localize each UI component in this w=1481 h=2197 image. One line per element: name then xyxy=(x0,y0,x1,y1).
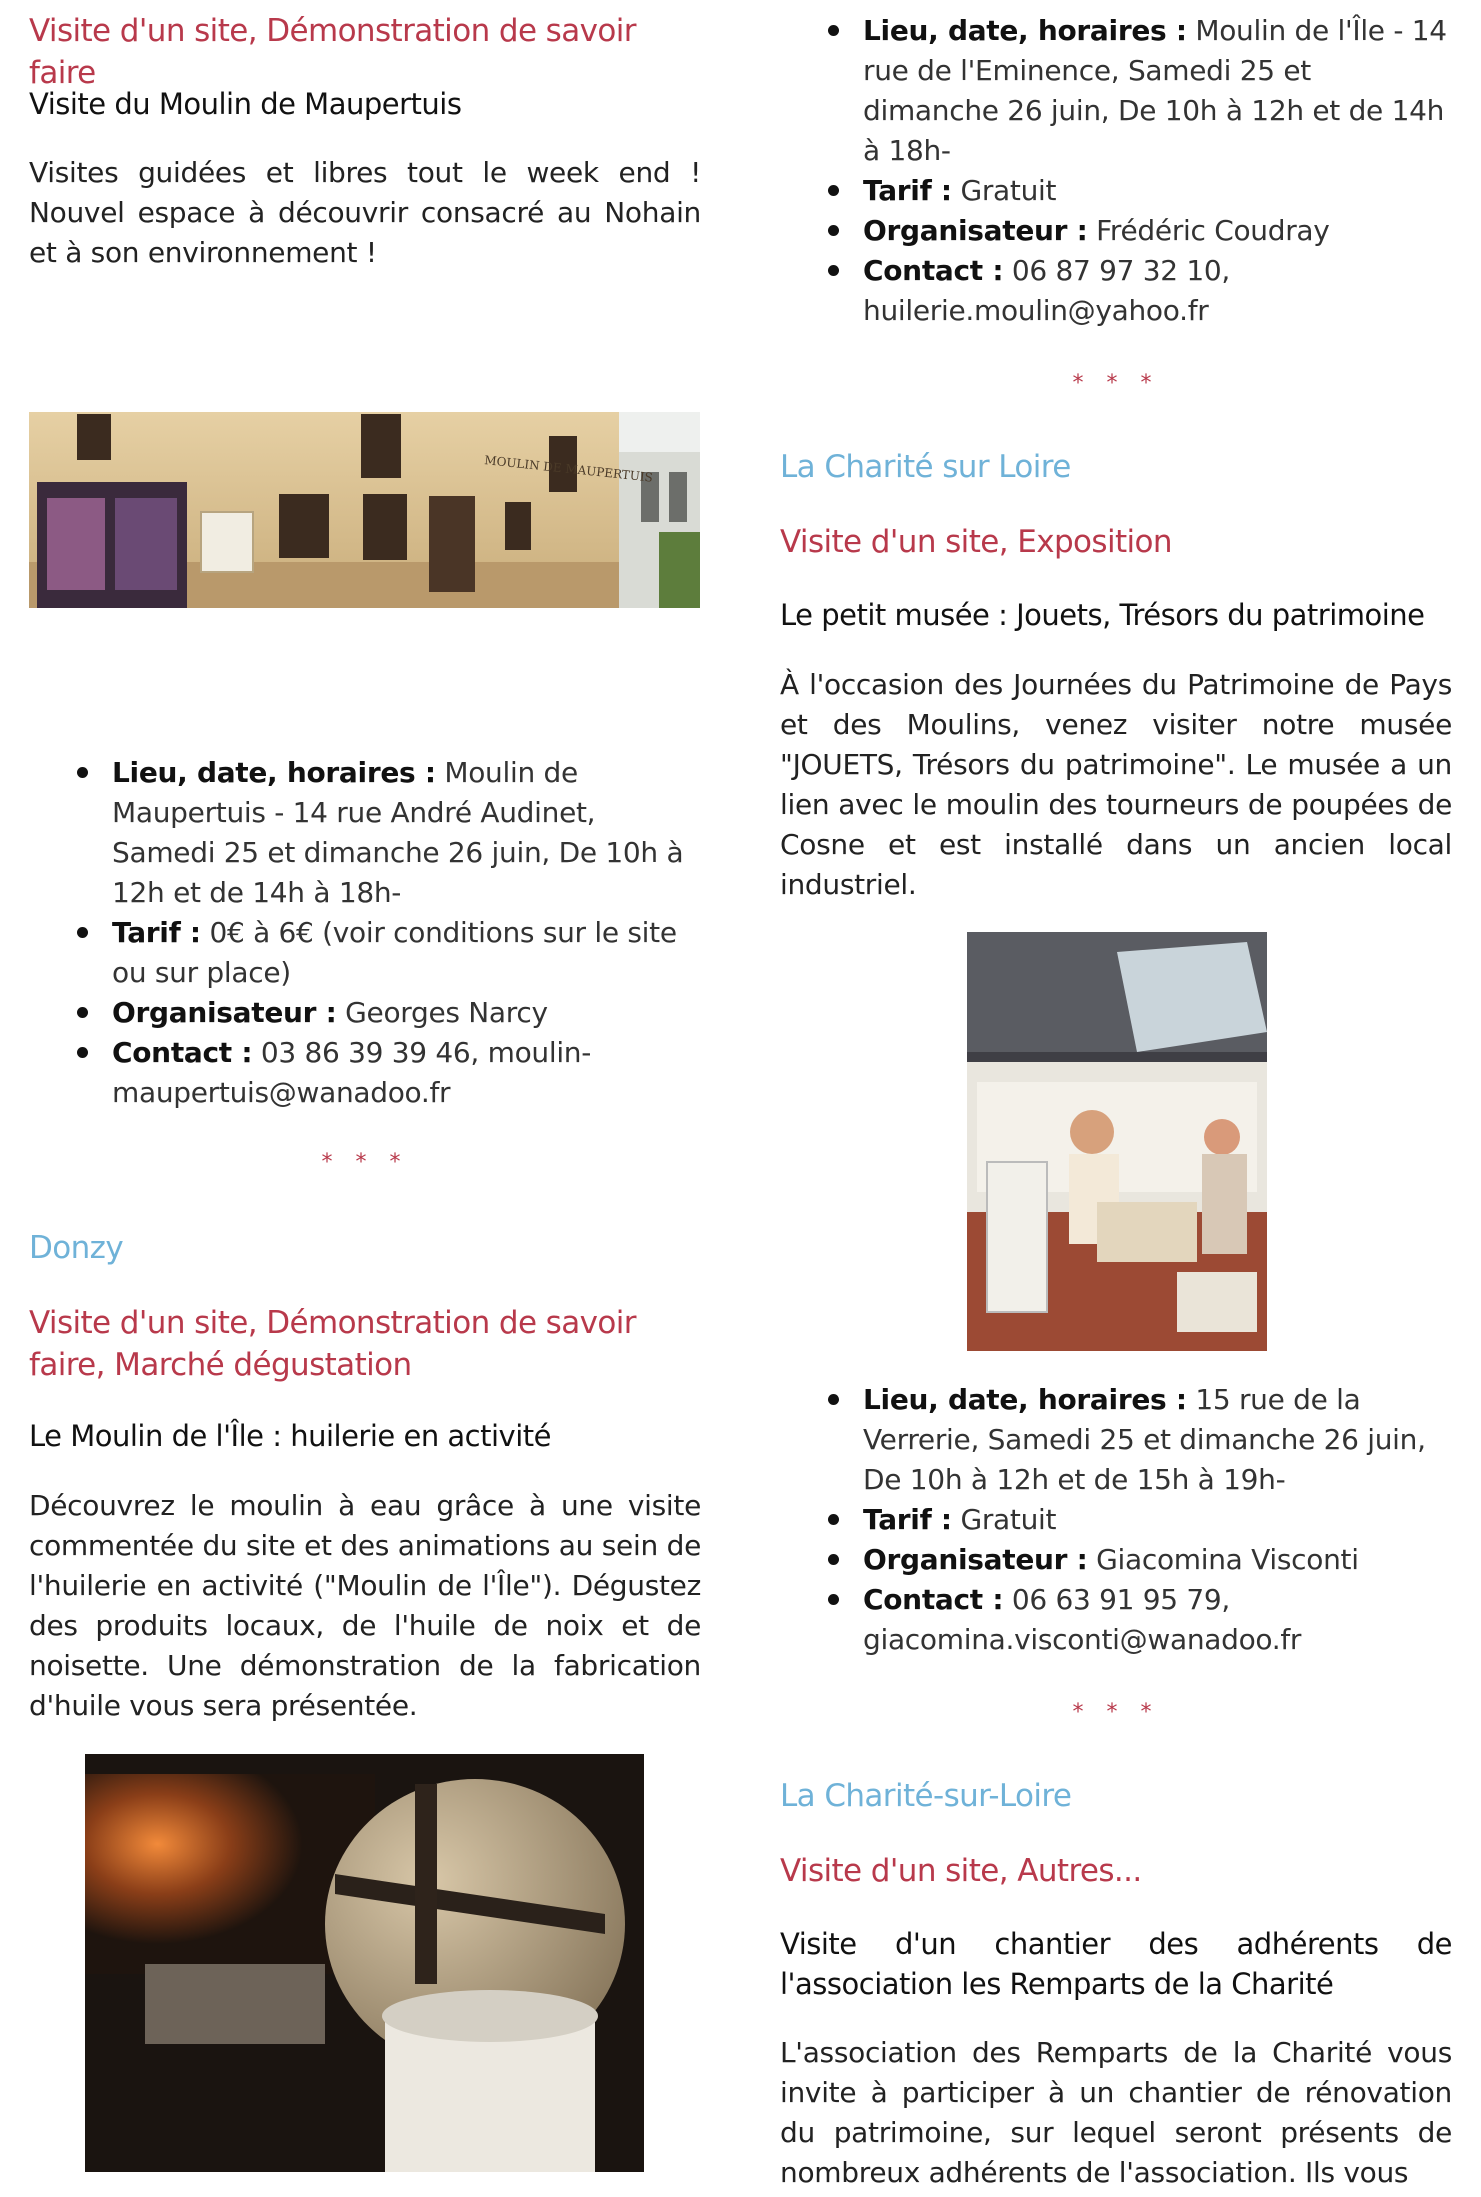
event-title: Le Moulin de l'Île : huilerie en activité xyxy=(29,1419,551,1453)
info-item xyxy=(863,211,1452,251)
event-city: Donzy xyxy=(29,1230,124,1266)
separator-stars: * * * xyxy=(1072,371,1160,396)
info-value: Moulin de l'Île - 14 rue de l'Eminence, Samedi 25 et dimanche 26 juin, De 10h à 12h et de 14h à 18h- xyxy=(863,14,1447,167)
event-category: Visite d'un site, Exposition xyxy=(780,524,1172,560)
info-value: Giacomina Visconti xyxy=(1096,1543,1359,1576)
info-value: 03 86 39 39 46, moulin-maupertuis@wanadoo.fr xyxy=(112,1036,592,1109)
info-label: Tarif : xyxy=(863,174,952,207)
event-title: Visite du Moulin de Maupertuis xyxy=(29,87,462,121)
info-value: 0€ à 6€ (voir conditions sur le site ou sur place) xyxy=(112,916,677,989)
info-item xyxy=(112,753,701,913)
info-item xyxy=(863,251,1452,331)
info-item xyxy=(112,913,701,993)
info-label: Lieu, date, horaires : xyxy=(863,1383,1187,1416)
info-value: 15 rue de la Verrerie, Samedi 25 et dimanche 26 juin, De 10h à 12h et de 15h à 19h- xyxy=(863,1383,1426,1496)
info-item xyxy=(112,993,701,1033)
event-description: À l'occasion des Journées du Patrimoine de Pays et des Moulins, venez visiter notre musée "JOUETS, Trésors du patrimoine". Le musée a un lien avec le moulin des tourneurs de poupées de Cosne et est installé dans un ancien local industriel. xyxy=(780,668,1452,901)
event-category: Visite d'un site, Démonstration de savoir faire, Marché dégustation xyxy=(29,1305,636,1383)
event-category: Visite d'un site, Démonstration de savoir faire xyxy=(29,13,636,91)
info-item xyxy=(863,1500,1452,1540)
info-item xyxy=(863,1580,1452,1660)
toy-museum-photo xyxy=(967,932,1267,1351)
info-item xyxy=(863,171,1452,211)
event-description: Découvrez le moulin à eau grâce à une visite commentée du site et des animations au sein de l'huilerie en activité ("Moulin de l'Île"). Dégustez des produits locaux, de l'huile de noix et de noisette. Une démonstration de la fabrication d'huile vous sera présentée. xyxy=(29,1489,701,1722)
info-item xyxy=(863,1380,1452,1500)
separator-stars: * * * xyxy=(321,1150,409,1175)
info-value: 06 63 91 95 79, giacomina.visconti@wanadoo.fr xyxy=(863,1583,1302,1656)
info-label: Contact : xyxy=(863,254,1004,287)
event-info-list xyxy=(780,1380,1452,1660)
info-item xyxy=(863,1540,1452,1580)
info-value: Gratuit xyxy=(960,174,1057,207)
event-city: La Charité-sur-Loire xyxy=(780,1778,1072,1814)
info-value: Frédéric Coudray xyxy=(1096,214,1330,247)
info-label: Tarif : xyxy=(112,916,201,949)
info-label: Contact : xyxy=(863,1583,1004,1616)
moulin-maupertuis-photo xyxy=(29,412,700,608)
info-item xyxy=(112,1033,701,1113)
event-info-list xyxy=(29,753,701,1113)
event-title: Le petit musée : Jouets, Trésors du patrimoine xyxy=(780,598,1425,632)
event-title: Visite d'un chantier des adhérents de l'association les Remparts de la Charité xyxy=(780,1927,1452,2001)
info-value: Moulin de Maupertuis - 14 rue André Audinet, Samedi 25 et dimanche 26 juin, De 10h à 12h et de 14h à 18h- xyxy=(112,756,684,909)
info-label: Lieu, date, horaires : xyxy=(863,14,1187,47)
building-sign: MOULIN DE MAUPERTUIS xyxy=(483,453,654,485)
info-label: Tarif : xyxy=(863,1503,952,1536)
info-label: Lieu, date, horaires : xyxy=(112,756,436,789)
event-category: Visite d'un site, Autres... xyxy=(780,1853,1142,1889)
info-value: Georges Narcy xyxy=(345,996,548,1029)
event-city: La Charité sur Loire xyxy=(780,449,1071,485)
event-info-list xyxy=(780,11,1452,331)
event-description: L'association des Remparts de la Charité vous invite à participer à un chantier de rénovation du patrimoine, sur lequel seront présents de nombreux adhérents de l'association. Ils vous xyxy=(780,2036,1452,2189)
info-value: 06 87 97 32 10, huilerie.moulin@yahoo.fr xyxy=(863,254,1230,327)
huilerie-photo xyxy=(85,1754,644,2172)
separator-stars: * * * xyxy=(1072,1700,1160,1725)
event-description: Visites guidées et libres tout le week end ! Nouvel espace à découvrir consacré au Nohain et à son environnement ! xyxy=(29,156,701,269)
info-label: Organisateur : xyxy=(112,996,337,1029)
info-label: Organisateur : xyxy=(863,1543,1088,1576)
info-label: Organisateur : xyxy=(863,214,1088,247)
info-item xyxy=(863,11,1452,171)
info-value: Gratuit xyxy=(960,1503,1057,1536)
info-label: Contact : xyxy=(112,1036,253,1069)
